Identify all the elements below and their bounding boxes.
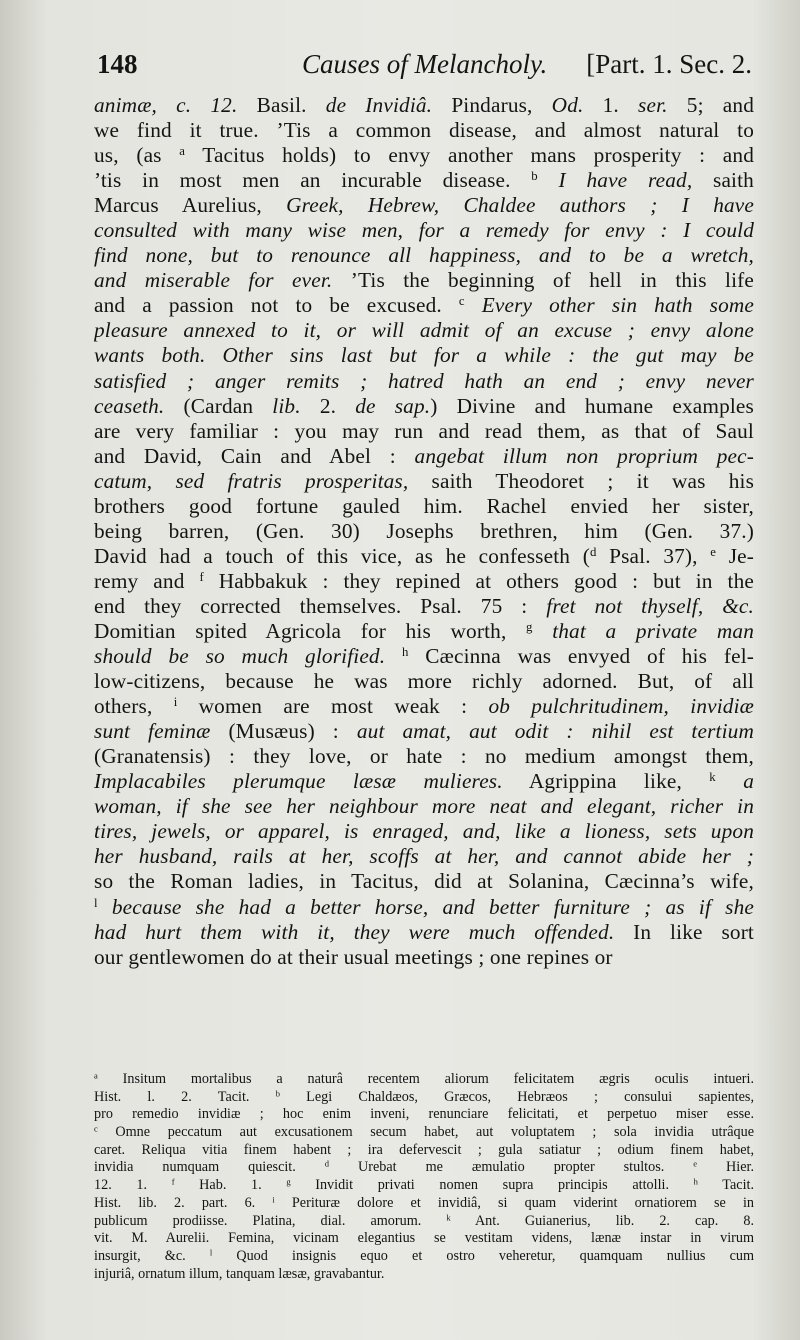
text-line (94, 494, 754, 519)
footnote-marker: b (275, 1088, 280, 1099)
text-run: aut amat, aut odit : nihil est tertium (356, 719, 754, 744)
text-run: insurgit, &c. (94, 1247, 186, 1264)
footnote-marker: a (179, 144, 186, 159)
text-line (94, 945, 754, 970)
text-line (94, 895, 754, 920)
text-run (669, 1177, 694, 1193)
text-line (94, 644, 754, 669)
text-run: Greek, Hebrew, Chaldee authors ; I have (286, 193, 754, 218)
footnotes (94, 1071, 754, 1283)
text-run: Basil. (237, 93, 326, 117)
footnote-line (94, 1266, 754, 1284)
text-line (94, 819, 754, 844)
text-run (465, 293, 482, 317)
footnote-marker: k (709, 770, 716, 785)
text-line (94, 519, 754, 544)
text-line (94, 569, 754, 594)
running-header (97, 44, 752, 84)
footnote-marker: d (589, 544, 597, 559)
text-run (716, 769, 743, 793)
text-run: Implacabiles plerumque læsæ mulieres. (94, 769, 503, 794)
text-run (147, 1177, 172, 1193)
text-run: had hurt them with it, they were much offended. (94, 919, 615, 944)
text-run: Cæcinna was envyed of his fel- (408, 644, 754, 669)
text-run: Urebat me æmulatio propter stultos. (329, 1159, 665, 1176)
text-run: Domitian spited Agricola for his worth, (94, 618, 527, 643)
text-run: ceaseth. (94, 393, 165, 418)
text-run: 12. 1. (94, 1177, 148, 1194)
text-run: her husband, rails at her, scoffs at her, and cannot abide her ; (94, 844, 754, 869)
text-run: ) Divine and humane examples (430, 393, 754, 418)
text-run: Legi Chaldæos, Græcos, Hebræos ; consului sapientes, (279, 1088, 754, 1105)
text-line (94, 168, 754, 193)
text-run: caret. Reliqua vitia finem habent ; ira defervescit ; gula satiatur ; odium finem habet, (94, 1141, 754, 1158)
text-run (249, 1089, 275, 1105)
text-line (94, 794, 754, 819)
text-run: Ant. Guianerius, lib. 2. cap. 8. (450, 1212, 754, 1229)
main-text (94, 93, 754, 970)
text-line (94, 93, 754, 118)
text-run: (Granatensis) : they love, or hate : no medium amongst them, (94, 744, 754, 769)
text-run: Habbakuk : they repined at others good : but in the (203, 568, 754, 593)
footnote-line (94, 1106, 754, 1124)
text-run: de Invidiâ. (325, 93, 433, 117)
footnote-line (94, 1124, 754, 1142)
text-run (664, 1159, 693, 1175)
text-run: others, (94, 694, 174, 719)
text-run: Agrippina like, (502, 769, 710, 794)
footnote-marker: i (272, 1194, 275, 1205)
text-line (94, 719, 754, 744)
text-run: tires, jewels, or apparel, is enraged, and, like a lioness, sets upon (94, 819, 754, 844)
footnote-line (94, 1230, 754, 1248)
text-run: remy and (94, 568, 200, 593)
text-run: I have read, (558, 168, 693, 193)
footnote-marker: e (693, 1159, 698, 1169)
text-run: our gentlewomen do at their usual meetings ; one repines or (94, 944, 613, 969)
text-run (255, 1194, 275, 1211)
text-run: Every other sin hath some (481, 293, 754, 318)
text-run: Tacit. (697, 1177, 754, 1194)
footnote-marker: e (710, 544, 717, 559)
text-line (94, 744, 754, 769)
text-run: satisfied ; anger remits ; hatred hath an end ; envy never (94, 368, 754, 393)
footnote-marker: a (94, 1071, 98, 1081)
text-line (94, 619, 754, 644)
text-line (94, 268, 754, 293)
text-run: should be so much glorified. (94, 644, 386, 669)
text-run: Hier. (697, 1159, 754, 1176)
text-run (538, 168, 559, 192)
text-run: and miserable for ever. (94, 268, 333, 293)
text-run: injuriâ, ornatum illum, tanquam læsæ, gravabantur. (94, 1265, 385, 1282)
text-run: David had a touch of this vice, as he confesseth ( (94, 543, 590, 568)
footnote-marker: l (209, 1247, 213, 1258)
text-run: lib. (272, 393, 301, 418)
text-run: publicum prodiisse. Platina, dial. amorum. (94, 1212, 422, 1229)
text-run: Perituræ dolore et invidiâ, si quam viderint ornatiorem se in (274, 1194, 754, 1211)
text-line (94, 444, 754, 469)
text-line (94, 844, 754, 869)
footnote-marker: i (173, 695, 178, 710)
text-run (98, 895, 112, 919)
text-line (94, 318, 754, 343)
text-run: pro remedio invidiæ ; hoc enim inveni, renunciare felicitati, et perpetuo miser esse. (94, 1106, 754, 1123)
text-run: 2. (300, 393, 356, 418)
footnote-marker: k (446, 1212, 451, 1222)
text-run: ’Tis the beginning of hell in this life (332, 268, 754, 293)
text-line (94, 544, 754, 569)
text-run: angebat illum non proprium pec- (414, 443, 754, 468)
text-line (94, 669, 754, 694)
footnote-marker: d (324, 1159, 330, 1169)
text-run: Insitum mortalibus a naturâ recentem aliorum felicitatem ægris oculis intueri. (97, 1071, 754, 1087)
footnote-line (94, 1089, 754, 1107)
text-line (94, 193, 754, 218)
text-run: because she had a better horse, and better furniture ; as if she (111, 894, 754, 919)
text-line (94, 143, 754, 168)
text-line (94, 419, 754, 444)
text-run: that a private man (552, 618, 754, 643)
footnote-marker: c (94, 1124, 98, 1134)
text-run: woman, if she see her neighbour more neat and elegant, richer in (94, 794, 754, 819)
text-run: and a passion not to be excused. (94, 293, 459, 318)
text-line (94, 594, 754, 619)
text-run: sunt feminæ (94, 719, 211, 744)
footnote-line (94, 1071, 754, 1089)
text-run: saith Theodoret ; it was his (408, 468, 754, 493)
text-line (94, 243, 754, 268)
text-run: Psal. 37), (596, 543, 711, 568)
footnote-line (94, 1142, 754, 1160)
footnote-line (94, 1195, 754, 1213)
text-line (94, 394, 754, 419)
text-run: Hab. 1. (174, 1177, 262, 1194)
part-section-label: [Part. 1. Sec. 2. (586, 49, 752, 79)
footnote-marker: h (693, 1177, 698, 1187)
footnote-line (94, 1177, 754, 1195)
footnote-marker: l (94, 895, 98, 910)
footnote-line (94, 1248, 754, 1266)
text-run (385, 644, 402, 668)
text-run: 1. (583, 93, 639, 117)
text-run: Je- (716, 543, 754, 568)
text-run: consulted with many wise men, for a remedy for envy : I could (94, 218, 754, 243)
text-run: are very familiar : you may run and read them, as that of Saul (94, 418, 754, 443)
footnote-marker: f (171, 1177, 175, 1187)
text-run: a (743, 769, 754, 794)
text-run: ’tis in most men an incurable disease. (94, 168, 532, 193)
text-line (94, 469, 754, 494)
text-line (94, 293, 754, 318)
text-line (94, 369, 754, 394)
text-line (94, 694, 754, 719)
text-run: so the Roman ladies, in Tacitus, did at Solanina, Cæcinna’s wife, (94, 869, 754, 894)
footnote-marker: b (531, 169, 538, 184)
text-run: vit. M. Aurelii. Femina, vicinam elegantius se vestitam videns, lænæ instar in virum (94, 1230, 754, 1247)
footnote-line (94, 1213, 754, 1231)
text-run: wants both. Other sins last but for a while : the gut may be (94, 343, 754, 368)
text-run: invidia numquam quiescit. (94, 1159, 296, 1176)
text-run: 5; and (667, 93, 754, 117)
text-run: In like sort (614, 919, 754, 944)
text-line (94, 769, 754, 794)
text-run: Invidit privati nomen supra principis attolli. (290, 1177, 669, 1194)
text-run: find none, but to renounce all happiness, and to be a wretch, (94, 243, 754, 268)
text-run (186, 1247, 213, 1264)
text-line (94, 869, 754, 894)
text-line (94, 920, 754, 945)
text-run: fret not thyself, &c. (546, 593, 754, 618)
text-run: Od. (551, 93, 584, 117)
text-run: us, (as (94, 143, 180, 168)
text-run: Quod insignis equo et ostro veheretur, quamquam nullius cum (212, 1247, 754, 1264)
text-line (94, 343, 754, 368)
text-run: pleasure annexed to it, or will admit of an excuse ; envy alone (94, 318, 754, 343)
text-run (421, 1213, 446, 1229)
text-line (94, 218, 754, 243)
text-run: (Cardan (164, 393, 273, 418)
text-run: Omne peccatum aut excusationem secum habet, aut voluptatem ; sola invidia utrâque (97, 1124, 754, 1141)
text-run (533, 619, 553, 643)
text-run: women are most weak : (177, 694, 489, 719)
text-run: Hist. lib. 2. part. 6. (94, 1194, 256, 1211)
text-run: brothers good fortune gauled him. Rachel envied her sister, (94, 493, 754, 518)
footnote-marker: h (401, 645, 409, 660)
footnote-marker: g (286, 1177, 291, 1187)
text-run: catum, sed fratris prosperitas, (94, 468, 409, 493)
footnote-marker: c (458, 294, 465, 309)
footnote-line (94, 1159, 754, 1177)
text-run: Tacitus holds) to envy another mans prosperity : and (185, 143, 754, 168)
text-run: end they corrected themselves. Psal. 75 : (94, 593, 547, 618)
running-title: Causes of Melancholy. (302, 49, 548, 79)
text-run: de sap. (355, 393, 431, 418)
text-run: we find it true. ’Tis a common disease, and almost natural to (94, 118, 754, 143)
text-run: low-citizens, because he was more richly adorned. But, of all (94, 669, 754, 694)
text-run: animæ, c. 12. (94, 93, 238, 117)
text-run (296, 1159, 325, 1175)
text-run: ser. (638, 93, 668, 117)
text-run: and David, Cain and Abel : (94, 443, 415, 468)
text-run: ob pulchritudinem, invidiæ (488, 694, 754, 719)
footnote-marker: g (526, 619, 533, 634)
text-run: Pindarus, (432, 93, 552, 117)
text-run: being barren, (Gen. 30) Josephs brethren, him (Gen. 37.) (94, 518, 754, 543)
page-number: 148 (97, 49, 138, 79)
footnote-marker: f (199, 569, 204, 584)
text-line (94, 118, 754, 143)
text-run: Marcus Aurelius, (94, 193, 287, 218)
text-run (262, 1177, 287, 1193)
text-run: (Musæus) : (210, 719, 357, 744)
text-run: saith (692, 168, 754, 193)
text-run: Hist. l. 2. Tacit. (94, 1088, 250, 1105)
